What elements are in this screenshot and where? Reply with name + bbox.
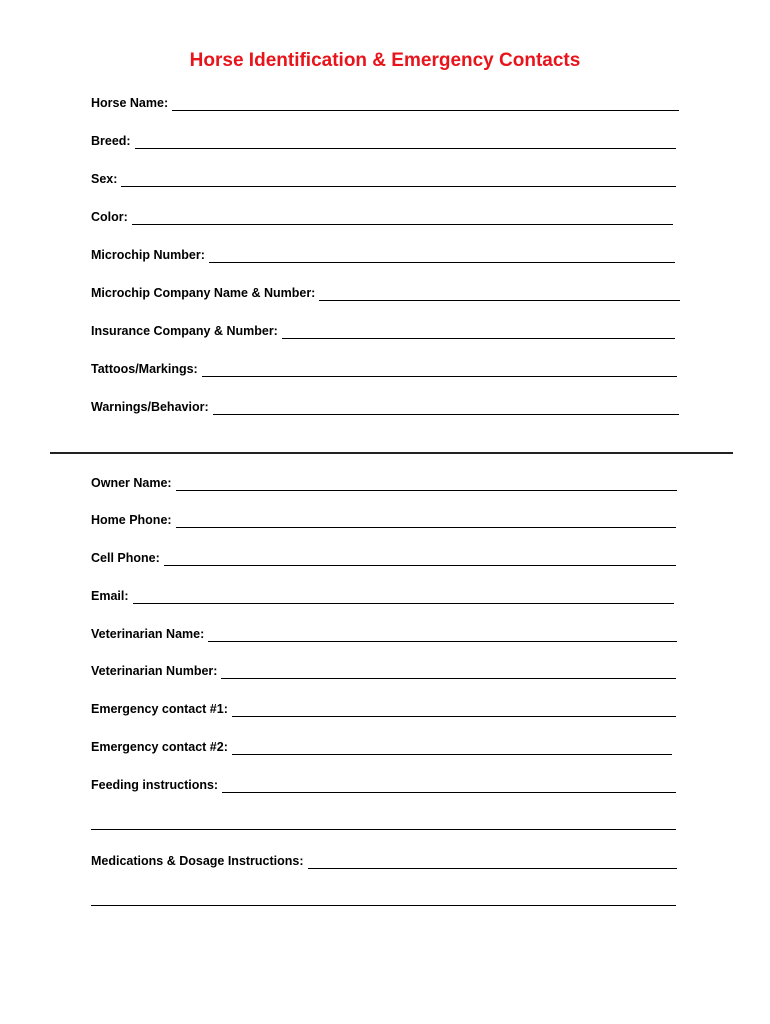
horse-name-label: Horse Name:: [91, 96, 169, 110]
medications-line[interactable]: [308, 850, 677, 869]
veterinarian-number-field[interactable]: [91, 661, 676, 679]
section-divider: [50, 452, 733, 454]
home-phone-field[interactable]: [91, 510, 676, 528]
veterinarian-name-label: Veterinarian Name:: [91, 627, 205, 641]
emergency-contact-1-field[interactable]: [91, 699, 676, 717]
sex-line[interactable]: [121, 168, 676, 187]
warnings-behavior-label: Warnings/Behavior:: [91, 400, 209, 414]
microchip-number-label: Microchip Number:: [91, 248, 205, 262]
veterinarian-number-label: Veterinarian Number:: [91, 664, 218, 678]
emergency-contact-2-label: Emergency contact #2:: [91, 740, 228, 754]
email-label: Email:: [91, 589, 129, 603]
tattoos-markings-label: Tattoos/Markings:: [91, 362, 198, 376]
cell-phone-label: Cell Phone:: [91, 551, 160, 565]
feeding-instructions-line[interactable]: [222, 774, 676, 793]
emergency-contact-2-line[interactable]: [232, 736, 672, 755]
microchip-company-label: Microchip Company Name & Number:: [91, 286, 316, 300]
cell-phone-line[interactable]: [164, 547, 676, 566]
emergency-contact-2-field[interactable]: [91, 737, 672, 755]
microchip-number-field[interactable]: [91, 245, 675, 263]
email-field[interactable]: [91, 586, 674, 604]
microchip-company-field[interactable]: [91, 283, 680, 301]
emergency-contact-1-label: Emergency contact #1:: [91, 702, 228, 716]
tattoos-markings-line[interactable]: [202, 358, 677, 377]
warnings-behavior-line[interactable]: [213, 396, 679, 415]
veterinarian-name-line[interactable]: [208, 623, 677, 642]
sex-field[interactable]: [91, 169, 676, 187]
insurance-company-label: Insurance Company & Number:: [91, 324, 278, 338]
owner-name-field[interactable]: [91, 473, 677, 491]
email-line[interactable]: [133, 585, 674, 604]
sex-label: Sex:: [91, 172, 118, 186]
cell-phone-field[interactable]: [91, 548, 676, 566]
horse-name-line[interactable]: [172, 92, 679, 111]
color-field[interactable]: [91, 207, 673, 225]
microchip-company-line[interactable]: [319, 282, 680, 301]
insurance-company-field[interactable]: [91, 321, 675, 339]
form-title: Horse Identification & Emergency Contacts: [189, 50, 581, 71]
home-phone-line[interactable]: [176, 509, 676, 528]
medications-extra-line[interactable]: [91, 905, 676, 906]
microchip-number-line[interactable]: [209, 244, 675, 263]
breed-label: Breed:: [91, 134, 131, 148]
insurance-company-line[interactable]: [282, 320, 675, 339]
warnings-behavior-field[interactable]: [91, 397, 679, 415]
feeding-instructions-extra-line[interactable]: [91, 829, 676, 830]
veterinarian-name-field[interactable]: [91, 624, 677, 642]
owner-name-line[interactable]: [176, 472, 677, 491]
veterinarian-number-line[interactable]: [221, 660, 676, 679]
feeding-instructions-field[interactable]: [91, 775, 676, 793]
color-label: Color:: [91, 210, 128, 224]
breed-field[interactable]: [91, 131, 676, 149]
tattoos-markings-field[interactable]: [91, 359, 677, 377]
horse-name-field[interactable]: [91, 93, 679, 111]
feeding-instructions-label: Feeding instructions:: [91, 778, 219, 792]
emergency-contact-1-line[interactable]: [232, 698, 676, 717]
medications-label: Medications & Dosage Instructions:: [91, 854, 304, 868]
owner-name-label: Owner Name:: [91, 476, 172, 490]
breed-line[interactable]: [135, 130, 676, 149]
home-phone-label: Home Phone:: [91, 513, 172, 527]
color-line[interactable]: [132, 206, 673, 225]
medications-field[interactable]: [91, 851, 677, 869]
